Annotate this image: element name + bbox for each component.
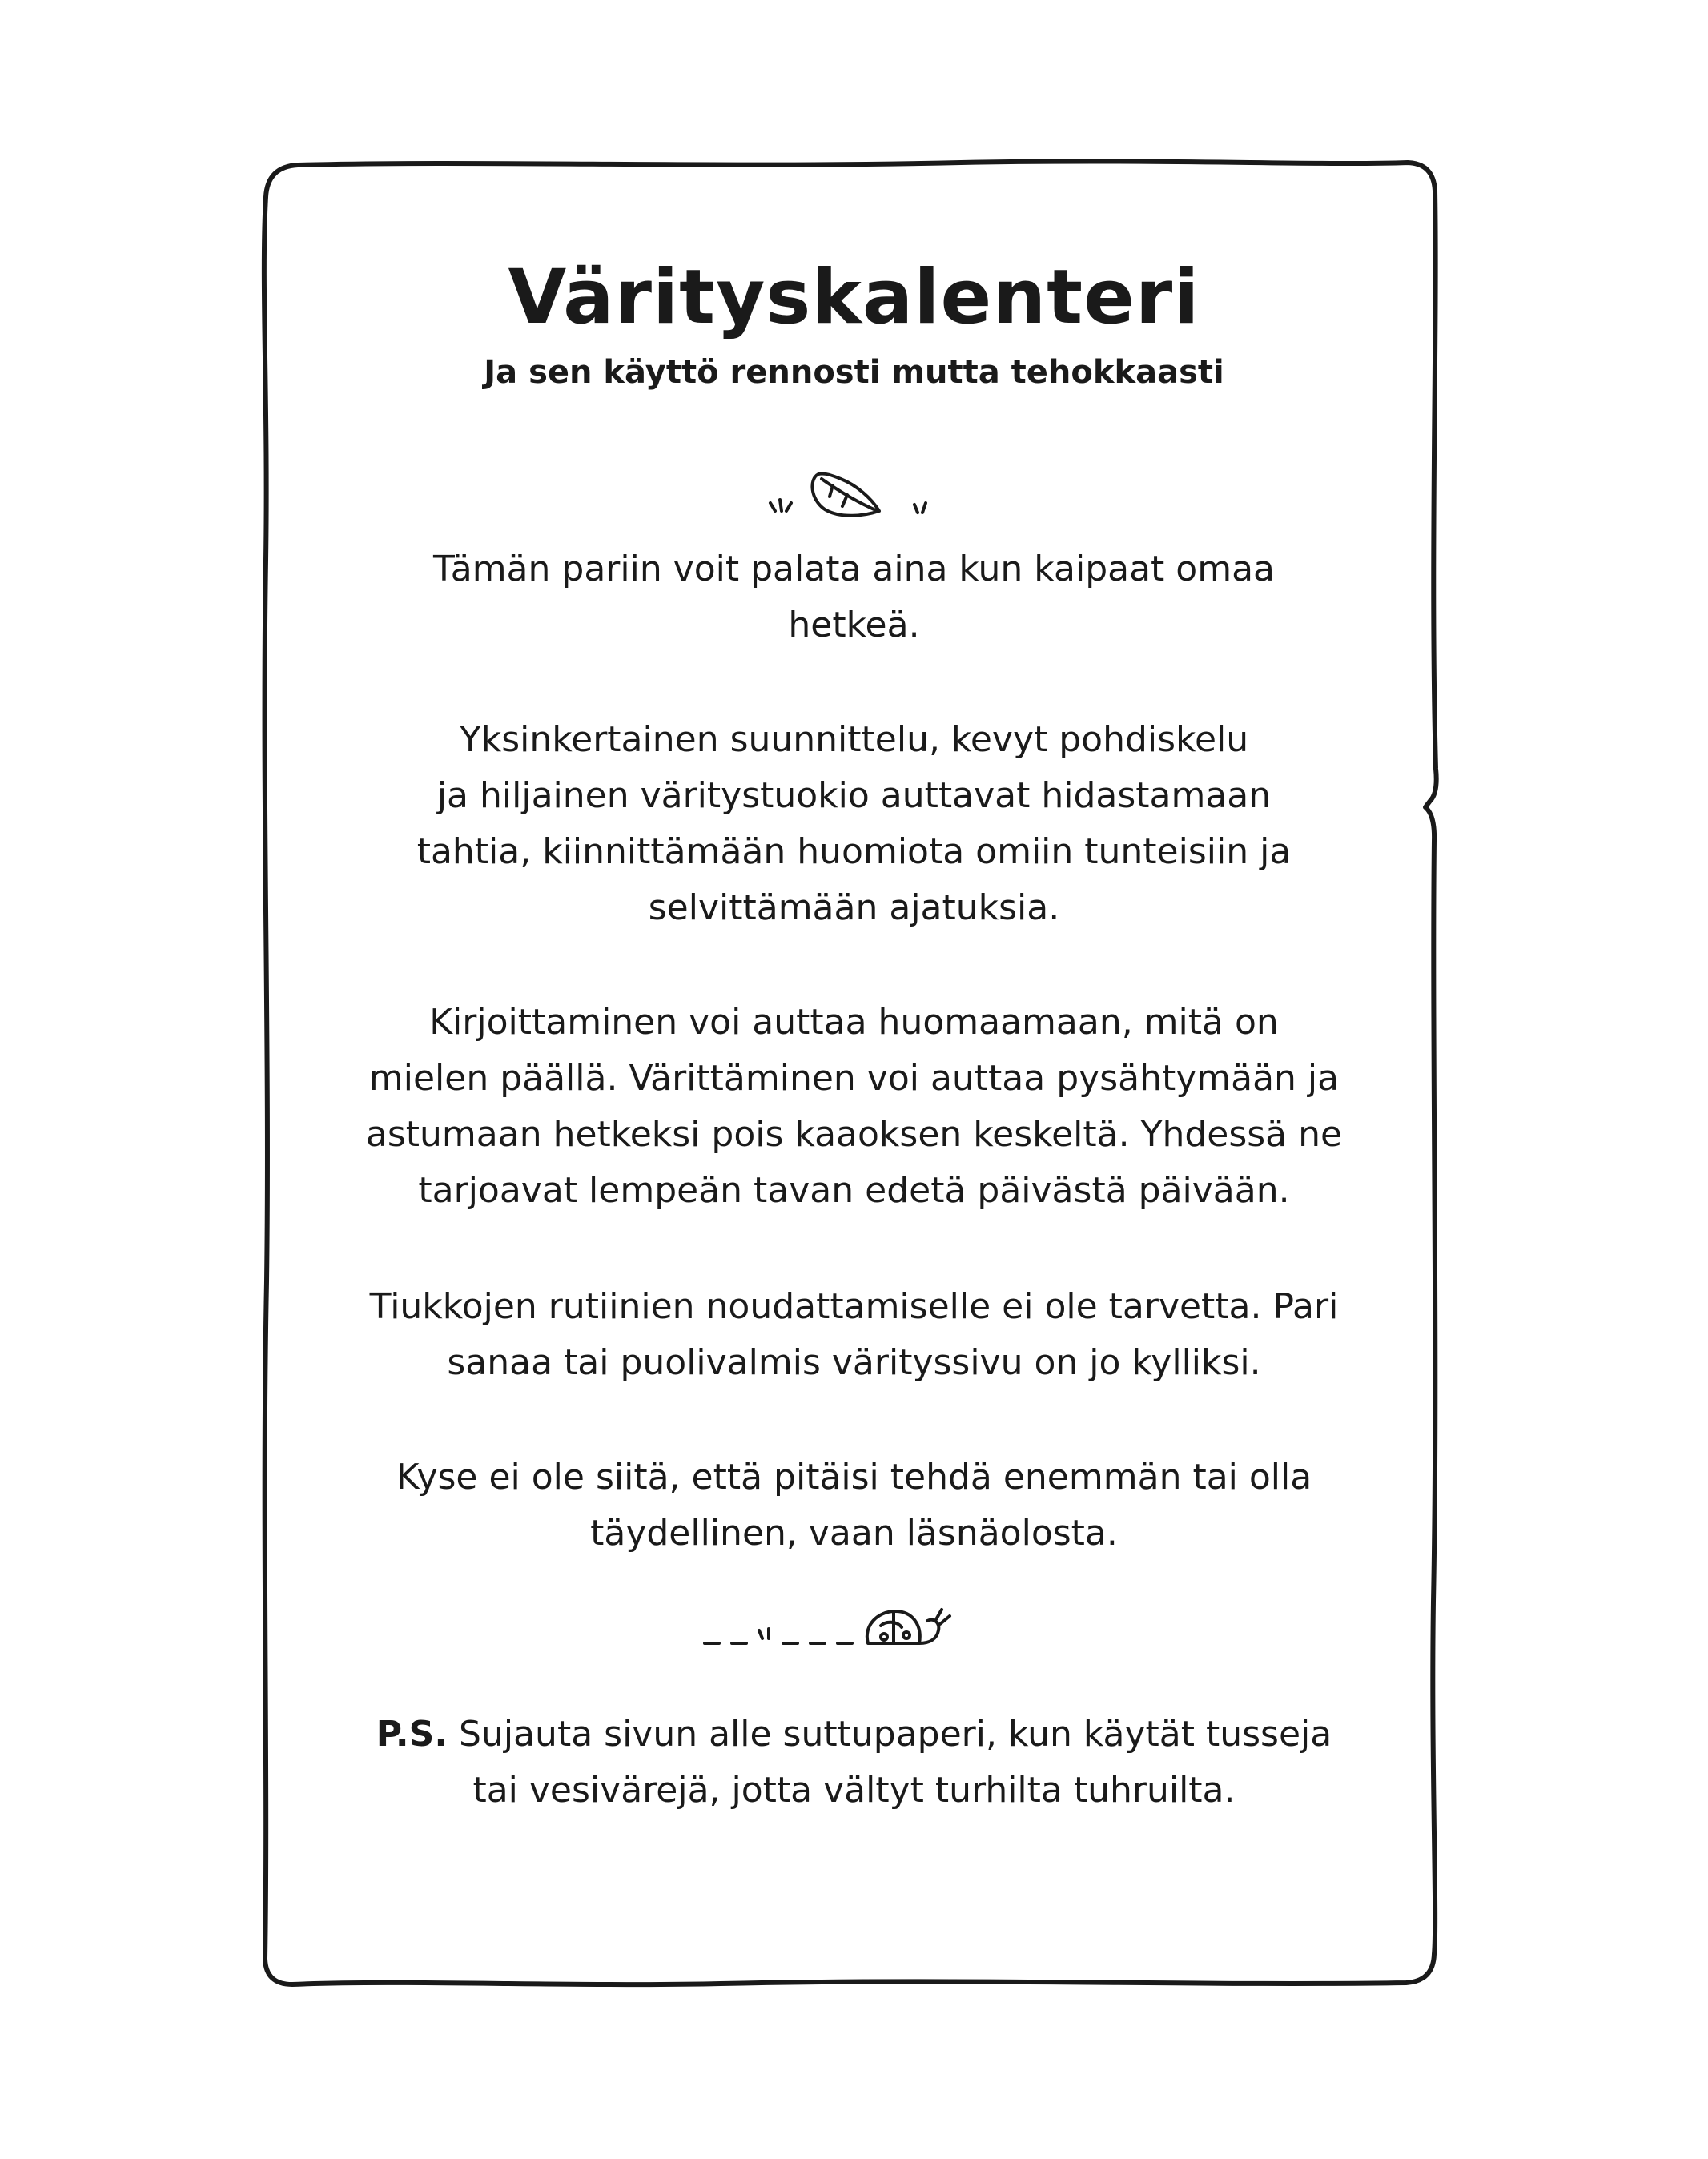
ps-text: Sujauta sivun alle suttupaperi, kun käytät tusseja tai vesivärejä, jotta vältyt turhilta tuhruilta. xyxy=(459,1714,1332,1811)
snail-icon xyxy=(697,1594,1001,1658)
body-paragraph-5: Kyse ei ole siitä, että pitäisi tehdä enemmän tai olla täydellinen, vaan läsnäolosta. xyxy=(396,1457,1312,1554)
page-subtitle: Ja sen käyttö rennosti mutta tehokkaasti xyxy=(484,354,1224,391)
body-paragraph-4: Tiukkojen rutiinien noudattamiselle ei ole tarvetta. Pari sanaa tai puolivalmis värityssivu on jo kylliksi. xyxy=(369,1286,1339,1383)
page-title: Värityskalenteri xyxy=(508,254,1200,341)
body-paragraph-2: Yksinkertainen suunnittelu, kevyt pohdiskelu ja hiljainen väritystuokio auttavat hidastamaan tahtia, kiinnittämään huomiota omiin tunteisiin ja selvittämään ajatuksia. xyxy=(416,719,1292,928)
ps-note xyxy=(320,1707,1388,1819)
ps-label: P.S. xyxy=(376,1714,448,1755)
body-paragraph-3: Kirjoittaminen voi auttaa huomaamaan, mitä on mielen päällä. Värittäminen voi auttaa pysähtymään ja astumaan hetkeksi pois kaaoksen keskeltä. Yhdessä ne tarjoavat lempeän tavan edetä päivästä päivään. xyxy=(365,1002,1343,1211)
leaf-icon xyxy=(761,463,945,527)
intro-paragraph: Tämän pariin voit palata aina kun kaipaat omaa hetkeä. xyxy=(432,549,1275,645)
